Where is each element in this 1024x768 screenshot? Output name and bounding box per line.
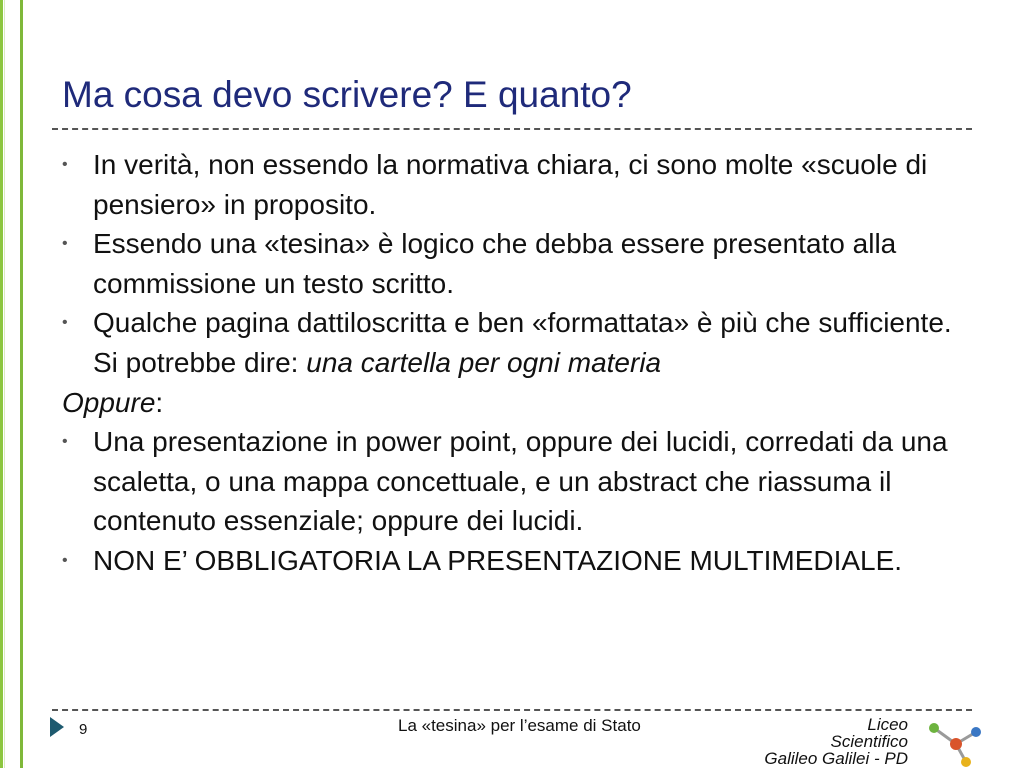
- oppure-suffix: :: [155, 386, 164, 418]
- school-name: [764, 716, 908, 767]
- bullet-dot-icon: •: [62, 314, 68, 332]
- play-arrow-icon: [50, 717, 64, 737]
- bullet-text: NON E’ OBBLIGATORIA LA PRESENTAZIONE MULTIMEDIALE.: [93, 544, 903, 576]
- title-divider: [52, 128, 972, 130]
- bullet-item: [62, 224, 967, 303]
- school-name-line: Galileo Galilei - PD: [764, 749, 908, 768]
- school-name-line: Scientifico: [830, 732, 908, 751]
- page-number: 9: [79, 721, 88, 738]
- logo-node-icon: [929, 723, 939, 733]
- bullet-dot-icon: •: [62, 156, 68, 173]
- bullet-item: [62, 303, 967, 382]
- school-name-line: Liceo: [867, 715, 908, 734]
- bullet-item: [62, 541, 967, 581]
- oppure-label: Oppure: [62, 386, 156, 418]
- slide-title: Ma cosa devo scrivere? E quanto?: [62, 74, 632, 115]
- oppure-line: [62, 383, 967, 423]
- bullet-text: Una presentazione in power point, oppure dei lucidi, corredati da una scaletta, o una mappa concettuale, e un abstract che riassuma il contenuto essenziale; oppure dei lucidi.: [93, 426, 948, 537]
- bullet-text: Qualche pagina dattiloscritta e ben «formattata» è più che sufficiente. Si potrebbe dire:: [93, 307, 952, 378]
- bullet-text: Essendo una «tesina» è logico che debba essere presentato alla commissione un testo scritto.: [93, 228, 897, 299]
- bullet-text: In verità, non essendo la normativa chiara, ci sono molte «scuole di pensiero» in proposito.: [93, 149, 928, 220]
- footer-title: La «tesina» per l’esame di Stato: [398, 716, 641, 735]
- left-decorative-bar: [0, 0, 26, 768]
- slide-body: [62, 145, 967, 581]
- bullet-item: [62, 422, 967, 541]
- footer-divider: [52, 709, 972, 711]
- molecule-logo-icon: [920, 714, 990, 768]
- logo-node-icon: [961, 757, 971, 767]
- bullet-item: [62, 145, 967, 224]
- bullet-italic-text: una cartella per ogni materia: [306, 346, 662, 378]
- logo-node-icon: [950, 738, 962, 750]
- bullet-dot-icon: •: [62, 433, 68, 451]
- bullet-dot-icon: •: [62, 235, 68, 253]
- bullet-dot-icon: •: [62, 551, 68, 569]
- logo-node-icon: [971, 727, 981, 737]
